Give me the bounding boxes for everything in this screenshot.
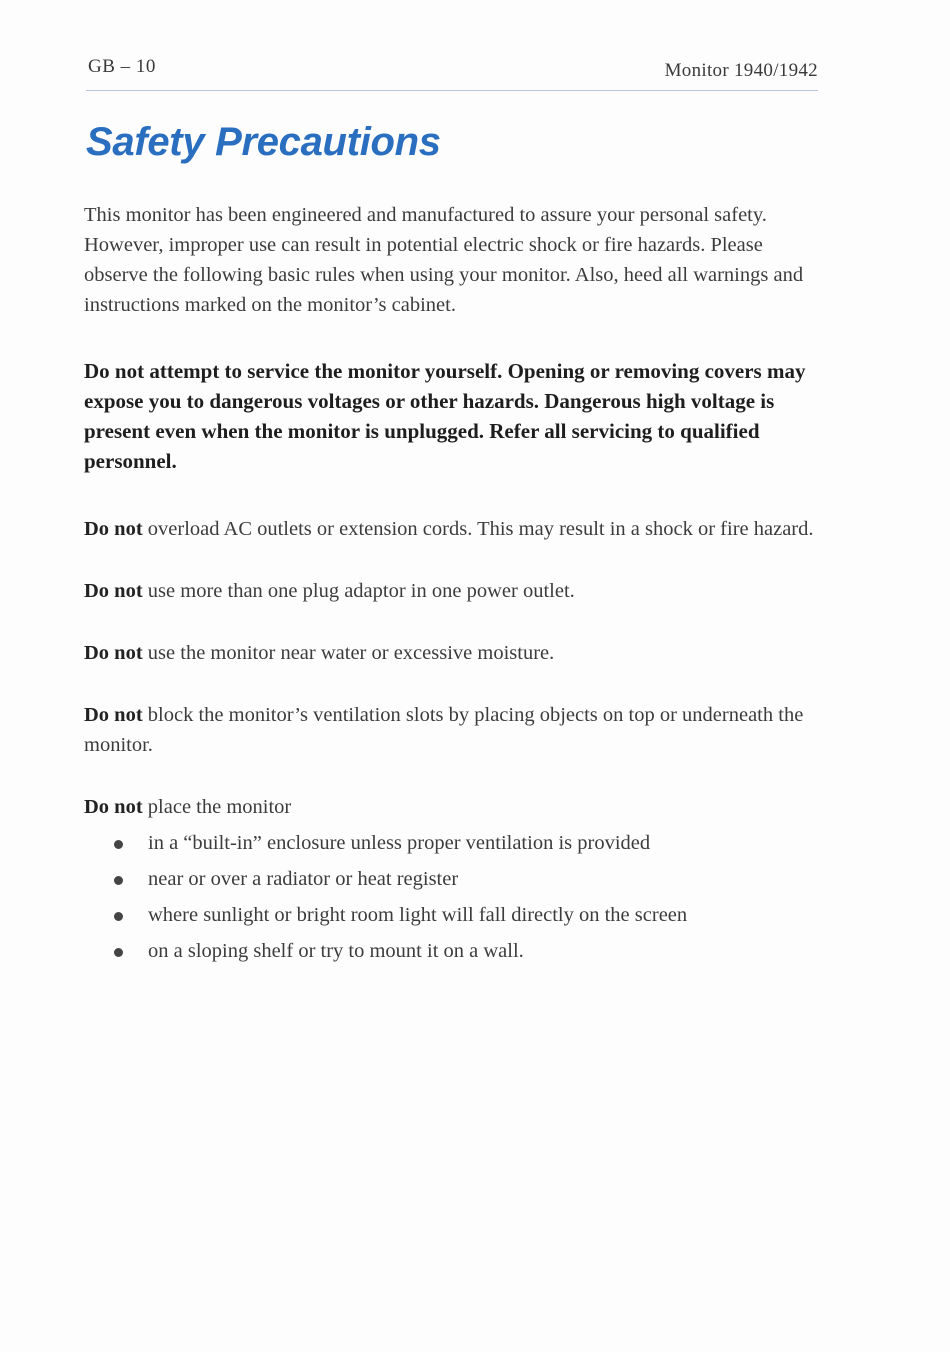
bullet-icon [114,876,123,885]
page-body [84,200,819,974]
page-number: GB – 10 [88,56,156,77]
list-item [114,938,819,965]
rule-ventilation [84,700,819,760]
rule-lead: Do not [84,580,143,602]
rule-lead: Do not [84,796,143,818]
placement-list [84,830,819,965]
list-item-text: where sunlight or bright room light will fall directly on the screen [148,904,688,926]
list-item [114,866,819,893]
list-item [114,830,819,857]
page-title: Safety Precautions [86,120,441,164]
list-item-text: on a sloping shelf or try to mount it on a wall. [148,940,524,962]
list-item-text: in a “built-in” enclosure unless proper ventilation is provided [148,832,651,854]
list-item-text: near or over a radiator or heat register [148,868,459,890]
page-header [86,56,818,84]
rule-plug-adaptor [84,576,819,606]
rule-lead: Do not [84,642,143,664]
product-name: Monitor 1940/1942 [664,60,818,81]
rule-overload [84,514,819,544]
bullet-icon [114,912,123,921]
list-item [114,902,819,929]
rule-lead: Do not [84,518,143,540]
rule-text: overload AC outlets or extension cords. This may result in a shock or fire hazard. [142,518,814,540]
rule-lead: Do not [84,704,143,726]
intro-paragraph: This monitor has been engineered and manufactured to assure your personal safety. However, improper use can result in potential electric shock or fire hazards. Please observe the following basic rules when using your monitor. Also, heed all warnings and instructions marked on the monitor’s cabinet. [84,204,804,316]
rule-text: use the monitor near water or excessive moisture. [142,642,555,664]
header-divider [86,90,818,91]
rule-text: place the monitor [142,796,292,818]
service-warning: Do not attempt to service the monitor yourself. Opening or removing covers may expose you to dangerous voltages or other hazards. Dangerous high voltage is present even when the monitor is unplugged. Refer all servicing to qualified personnel. [84,359,806,473]
bullet-icon [114,840,123,849]
rule-water [84,638,819,668]
rule-text: block the monitor’s ventilation slots by placing objects on top or underneath the monitor. [84,704,804,756]
bullet-icon [114,948,123,957]
rule-placement [84,792,819,822]
rule-text: use more than one plug adaptor in one power outlet. [142,580,575,602]
